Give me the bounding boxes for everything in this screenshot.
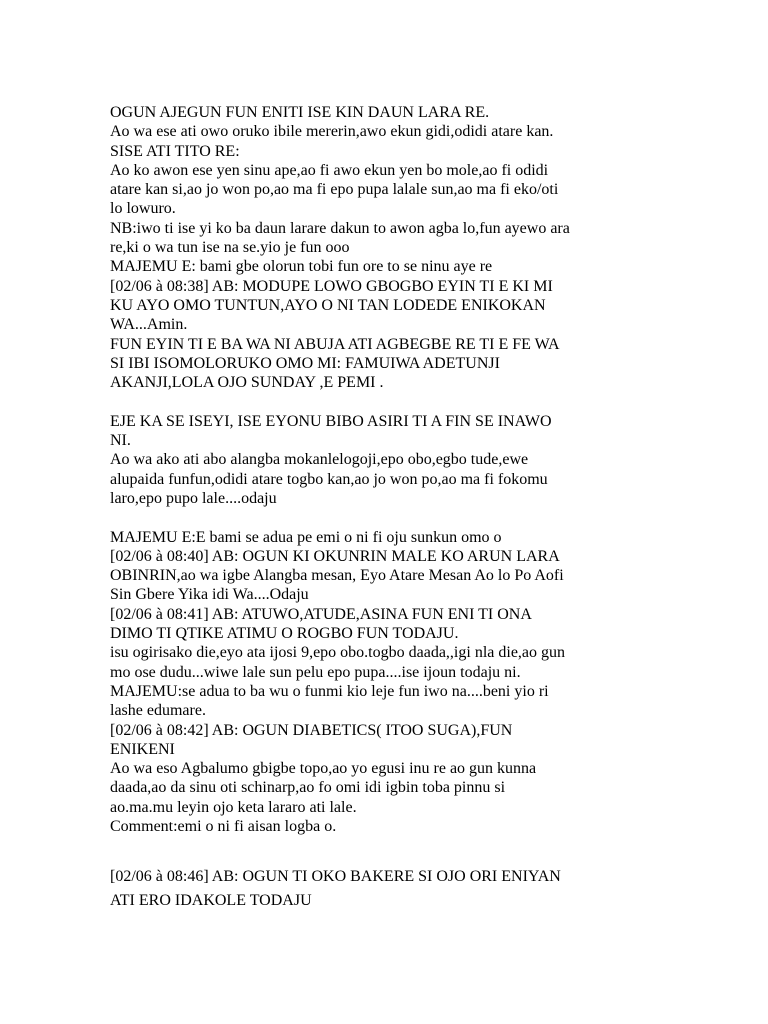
text-line: atare kan si,ao jo won po,ao ma fi epo pupa lalale sun,ao ma fi eko/oti (110, 181, 559, 199)
paragraph-majemu-messages (110, 528, 640, 837)
text-line: lo lowuro. (110, 200, 176, 218)
text-line: [02/06 à 08:38] AB: MODUPE LOWO GBOGBO EYIN TI E KI MI (110, 277, 553, 295)
text-line: mo ose dudu...wiwe lale sun pelu epo pupa....ise ijoun todaju ni. (110, 663, 521, 681)
text-line: OGUN AJEGUN FUN ENITI ISE KIN DAUN LARA RE. (110, 104, 490, 121)
document-page (110, 103, 640, 913)
text-line: SI IBI ISOMOLORUKO OMO MI: FAMUIWA ADETUNJI (110, 354, 500, 372)
text-line: Comment:emi o ni fi aisan logba o. (110, 817, 337, 835)
text-line: WA...Amin. (110, 316, 188, 334)
text-line: ENIKENI (110, 740, 175, 758)
text-line: MAJEMU E: bami gbe olorun tobi fun ore to se ninu aye re (110, 258, 493, 276)
text-line: Ao wa ese ati owo oruko ibile mererin,awo ekun gidi,odidi atare kan. (110, 123, 554, 141)
text-line: [02/06 à 08:46] AB: OGUN TI OKO BAKERE SI OJO ORI ENIYAN (110, 868, 561, 886)
text-line: EJE KA SE ISEYI, ISE EYONU BIBO ASIRI TI A FIN SE INAWO (110, 412, 552, 430)
text-line: [02/06 à 08:42] AB: OGUN DIABETICS( ITOO SUGA),FUN (110, 721, 513, 739)
text-line: Ao wa ako ati abo alangba mokanlelogoji,epo obo,egbo tude,ewe (110, 451, 529, 469)
paragraph-spacer (110, 508, 640, 527)
text-line: re,ki o wa tun ise na se.yio je fun ooo (110, 239, 350, 257)
text-line: OBINRIN,ao wa igbe Alangba mesan, Eyo Atare Mesan Ao lo Po Aofi (110, 567, 564, 585)
paragraph-ogun-ti-oko (110, 865, 640, 913)
text-line: Sin Gbere Yika idi Wa....Odaju (110, 586, 309, 604)
paragraph-spacer (110, 392, 640, 411)
text-line: lashe edumare. (110, 702, 206, 720)
text-line: NI. (110, 432, 131, 450)
text-line: ATI ERO IDAKOLE TODAJU (110, 892, 312, 910)
text-line: MAJEMU E:E bami se adua pe emi o ni fi oju sunkun omo o (110, 528, 502, 546)
text-line: DIMO TI QTIKE ATIMU O ROGBO FUN TODAJU. (110, 625, 459, 643)
text-line: MAJEMU:se adua to ba wu o funmi kio leje fun iwo na....beni yio ri (110, 682, 549, 700)
text-line: laro,epo pupo lale....odaju (110, 489, 277, 507)
paragraph-eje-ka-se-iseyi (110, 412, 640, 508)
text-line: Ao ko awon ese yen sinu ape,ao fi awo ekun yen bo mole,ao fi odidi (110, 161, 549, 179)
text-line: isu ogirisako die,eyo ata ijosi 9,epo obo.togbo daada,,igi nla die,ao gun (110, 644, 566, 662)
text-line: alupaida funfun,odidi atare togbo kan,ao jo won po,ao ma fi fokomu (110, 470, 548, 488)
text-line: [02/06 à 08:40] AB: OGUN KI OKUNRIN MALE KO ARUN LARA (110, 547, 560, 565)
text-line: ao.ma.mu leyin ojo keta lararo ati lale. (110, 798, 357, 816)
text-line: Ao wa eso Agbalumo gbigbe topo,ao yo egusi inu re ao gun kunna (110, 760, 537, 778)
text-line: FUN EYIN TI E BA WA NI ABUJA ATI AGBEGBE RE TI E FE WA (110, 335, 560, 353)
paragraph-ogun-ajegun (110, 103, 640, 392)
text-line: SISE ATI TITO RE: (110, 142, 240, 160)
paragraph-spacer (110, 836, 640, 865)
text-line: [02/06 à 08:41] AB: ATUWO,ATUDE,ASINA FUN ENI TI ONA (110, 605, 532, 623)
text-line: daada,ao da sinu oti schinarp,ao fo omi idi igbin toba pinnu si (110, 779, 506, 797)
text-line: KU AYO OMO TUNTUN,AYO O NI TAN LODEDE ENIKOKAN (110, 296, 546, 314)
text-line: AKANJI,LOLA OJO SUNDAY ,E PEMI . (110, 374, 384, 392)
text-line: NB:iwo ti ise yi ko ba daun larare dakun to awon agba lo,fun ayewo ara (110, 219, 570, 237)
